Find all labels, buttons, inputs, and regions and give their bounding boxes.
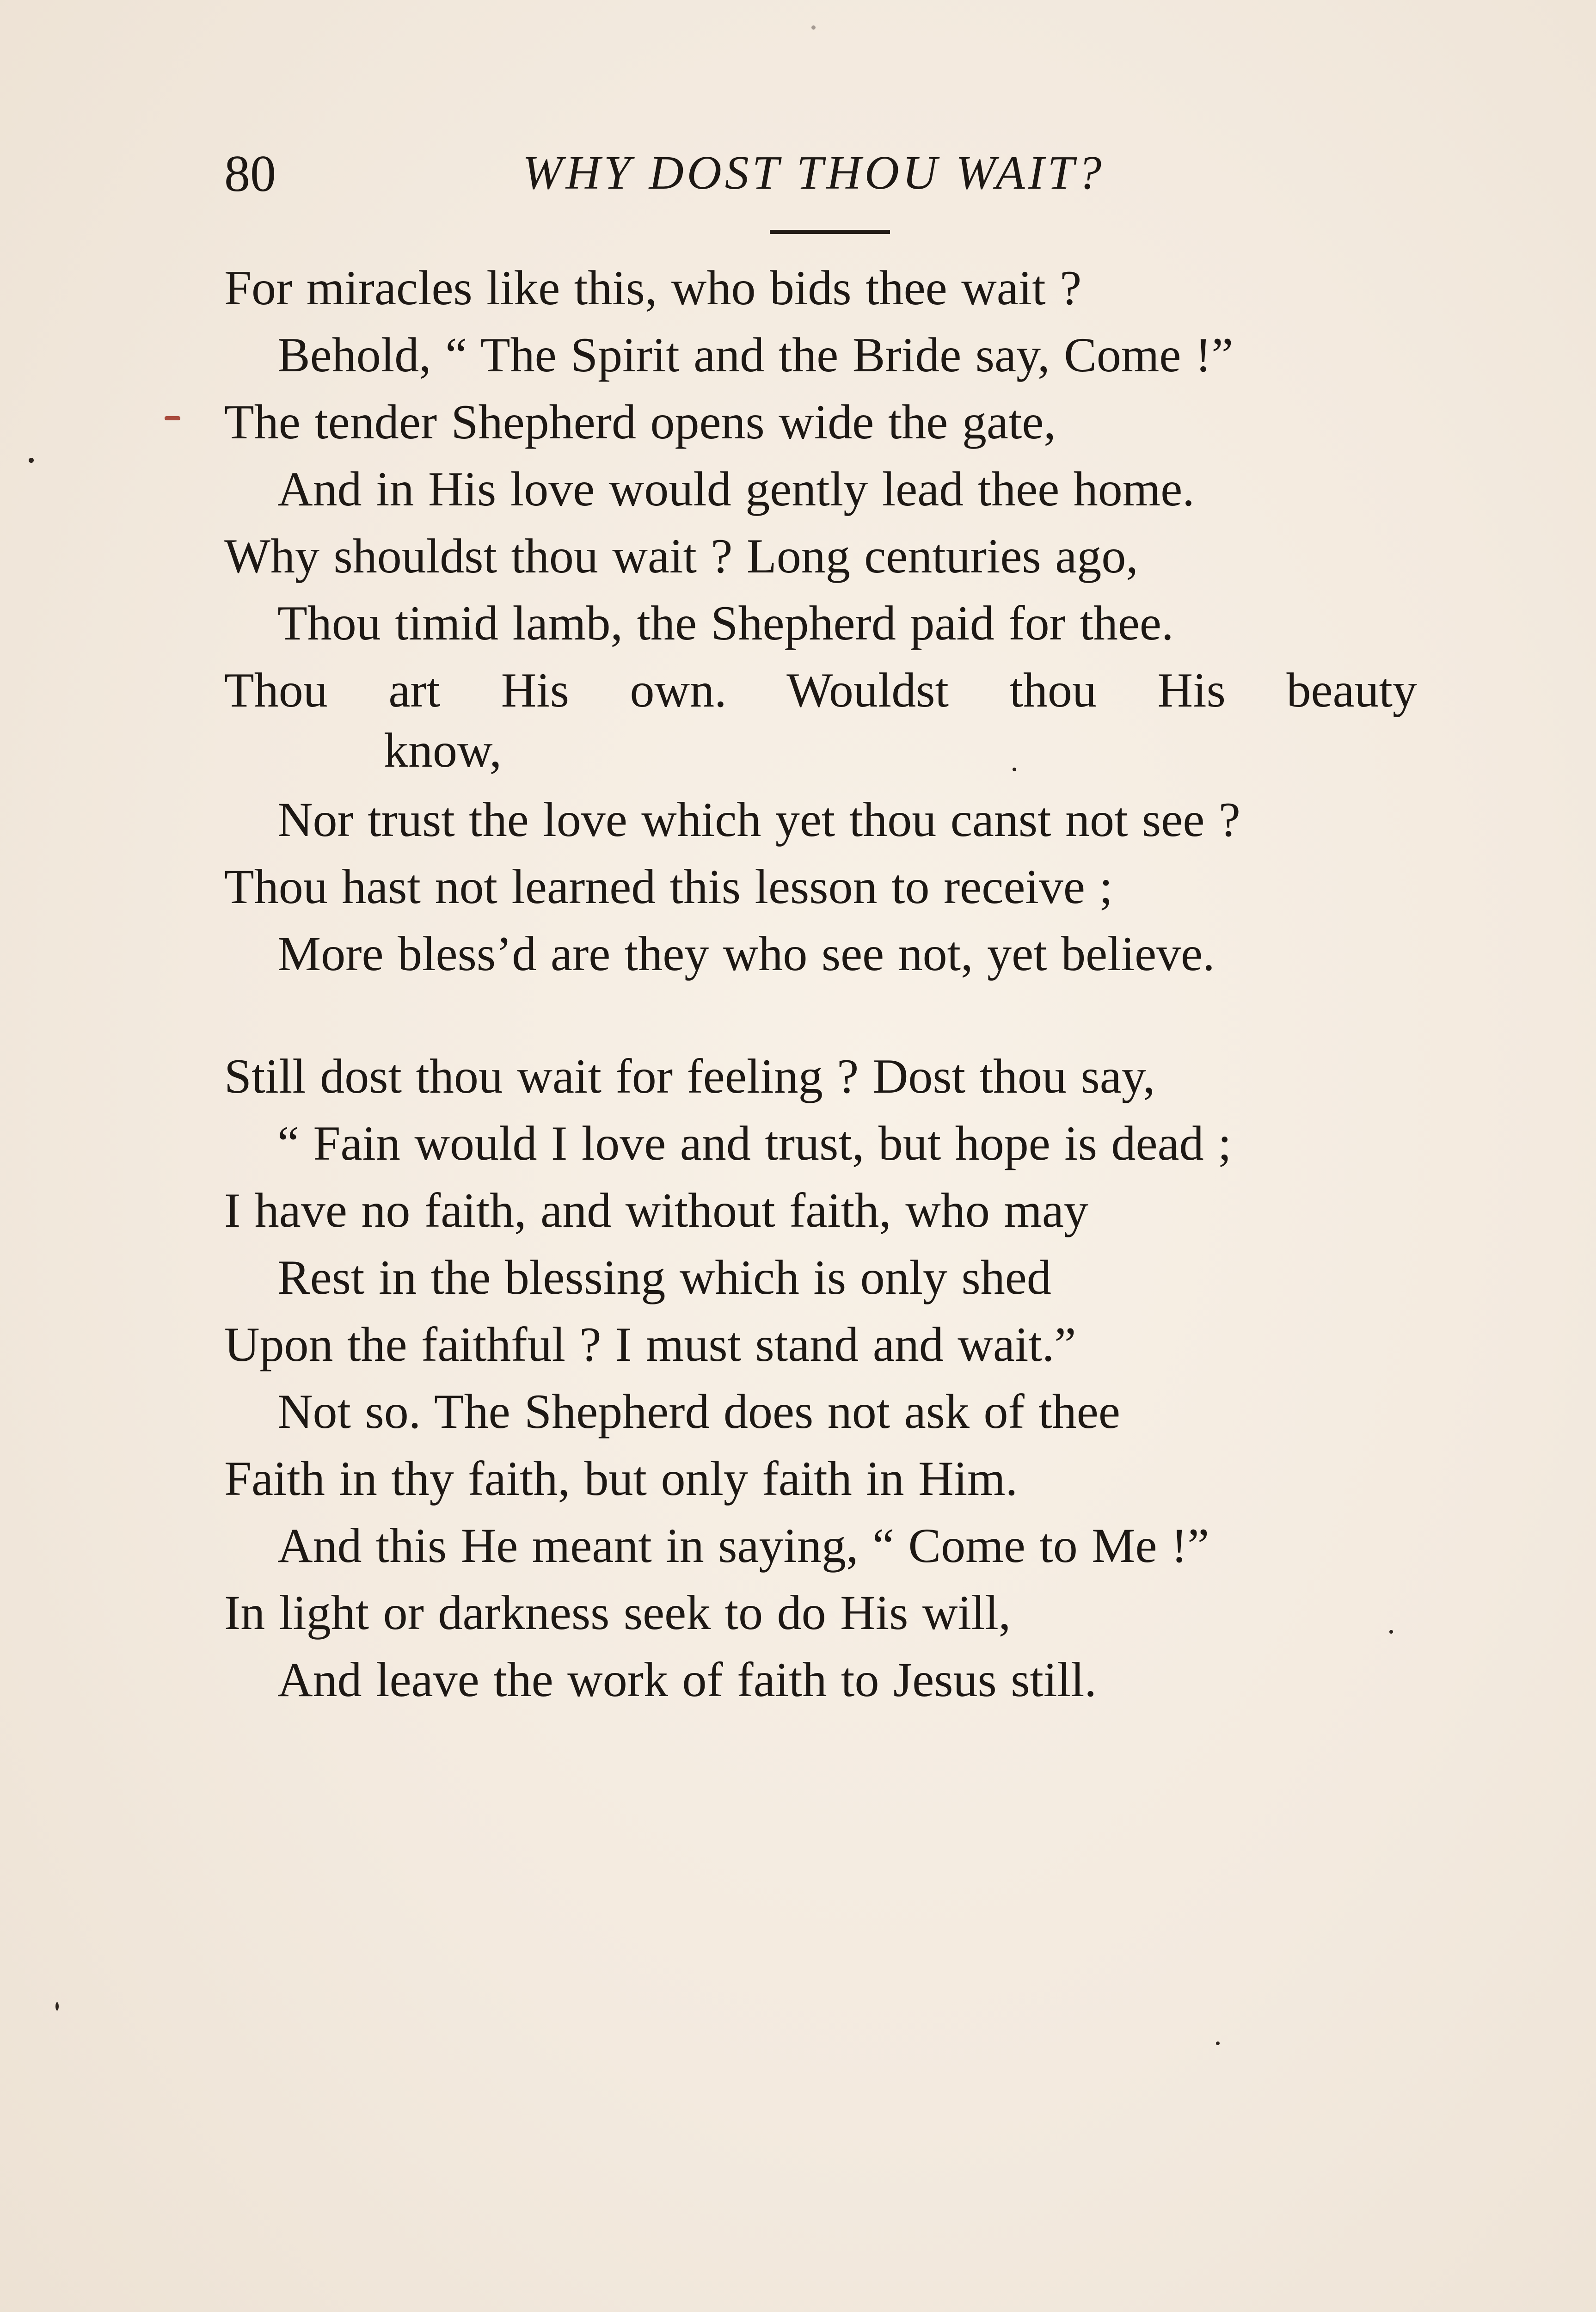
paper-speck xyxy=(1389,1630,1393,1634)
verse-line-turnover: know, xyxy=(384,723,502,777)
page-number: 80 xyxy=(224,145,276,203)
verse-line: More bless’d are they who see not, yet believe. xyxy=(277,927,1215,981)
margin-pencil-mark xyxy=(165,416,180,420)
verse-line: And leave the work of faith to Jesus still. xyxy=(277,1653,1097,1707)
running-title: WHY DOST THOU WAIT? xyxy=(522,146,1105,199)
verse-line: And this He meant in saying, “ Come to Me !” xyxy=(277,1519,1209,1573)
paper-speck xyxy=(55,2002,59,2011)
verse-line: Not so. The Shepherd does not ask of thee xyxy=(277,1384,1120,1439)
verse-line: The tender Shepherd opens wide the gate, xyxy=(224,395,1056,449)
verse-line: Faith in thy faith, but only faith in Him. xyxy=(224,1451,1018,1506)
title-rule xyxy=(770,230,890,234)
verse-line: Rest in the blessing which is only shed xyxy=(277,1250,1051,1304)
paper-speck xyxy=(29,458,34,463)
verse-line: Nor trust the love which yet thou canst not see ? xyxy=(277,793,1240,847)
verse-line: Still dost thou wait for feeling ? Dost thou say, xyxy=(224,1049,1155,1103)
verse-line: Thou art His own. Wouldst thou His beauty xyxy=(224,663,1417,717)
verse-line: Behold, “ The Spirit and the Bride say, Come !” xyxy=(277,328,1234,382)
paper-speck xyxy=(1216,2041,1220,2045)
paper-speck xyxy=(811,25,816,30)
verse-line: And in His love would gently lead thee home. xyxy=(277,462,1195,516)
verse-line: Upon the faithful ? I must stand and wait.” xyxy=(224,1317,1076,1371)
verse-line: I have no faith, and without faith, who may xyxy=(224,1183,1088,1237)
paper-speck xyxy=(1013,768,1016,771)
verse-line: Why shouldst thou wait ? Long centuries ago, xyxy=(224,529,1138,583)
verse-line: “ Fain would I love and trust, but hope is dead ; xyxy=(277,1116,1232,1170)
verse-line: Thou hast not learned this lesson to receive ; xyxy=(224,860,1113,914)
verse-line: In light or darkness seek to do His will, xyxy=(224,1586,1011,1640)
verse-line: Thou timid lamb, the Shepherd paid for thee. xyxy=(277,596,1174,650)
verse-line: For miracles like this, who bids thee wait ? xyxy=(224,261,1082,315)
